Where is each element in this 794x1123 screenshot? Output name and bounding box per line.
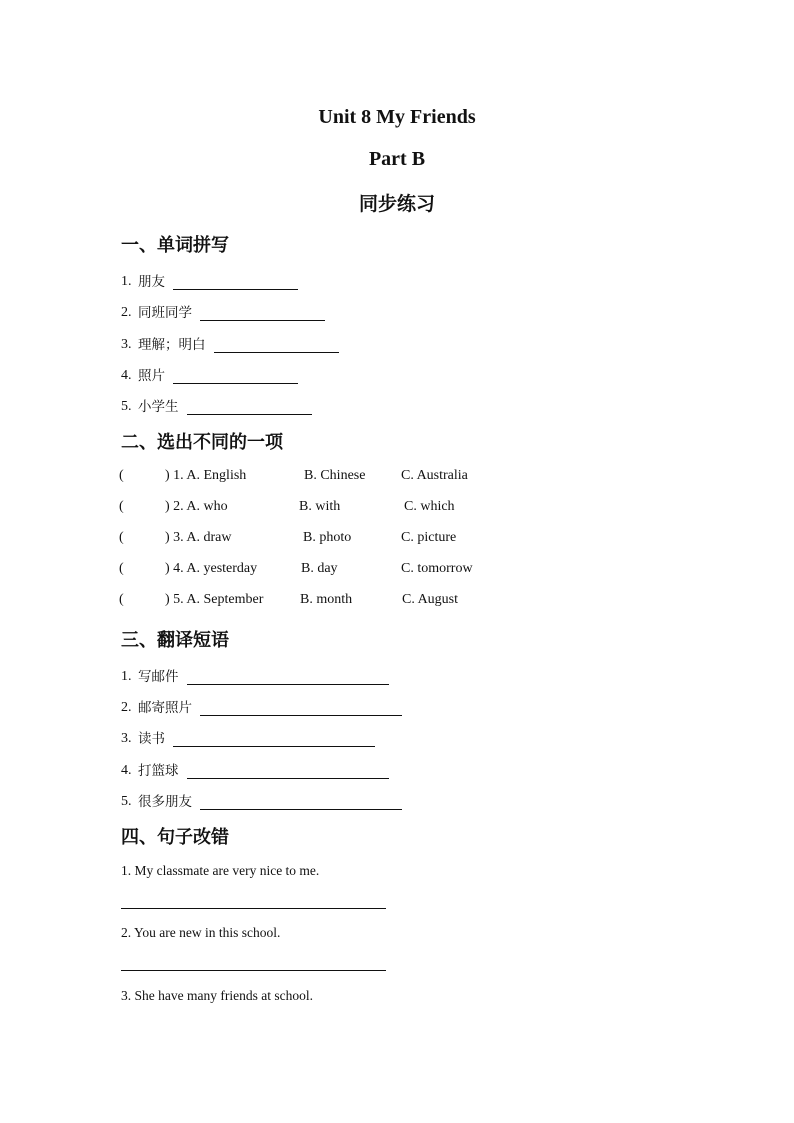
item-prompt: 照片 (138, 368, 165, 384)
option-a: ) 1. A. English (165, 468, 247, 483)
list-item (121, 790, 402, 810)
answer-paren-open[interactable]: ( (119, 592, 124, 607)
option-c: C. which (404, 499, 455, 514)
item-number: 5. (121, 399, 132, 414)
item-prompt: 朋友 (138, 274, 165, 290)
choice-row (119, 592, 539, 610)
answer-blank[interactable] (173, 732, 375, 747)
section3-heading: 三、翻译短语 (121, 630, 229, 651)
item-number: 1. (121, 669, 132, 684)
answer-blank[interactable] (187, 670, 389, 685)
option-b: B. Chinese (304, 468, 366, 483)
answer-blank[interactable] (200, 306, 325, 321)
list-item (121, 301, 325, 321)
answer-blank[interactable] (214, 338, 339, 353)
item-prompt: 打篮球 (138, 763, 179, 779)
section4-heading: 四、句子改错 (121, 827, 229, 848)
item-number: 4. (121, 368, 132, 383)
list-item (121, 759, 389, 779)
option-a: ) 4. A. yesterday (165, 561, 258, 576)
list-item (121, 727, 375, 747)
item-prompt: 写邮件 (138, 669, 179, 685)
sentence-item: 1. My classmate are very nice to me. (121, 863, 320, 878)
option-c: C. tomorrow (401, 561, 473, 576)
item-number: 2. (121, 700, 132, 715)
item-prompt: 小学生 (138, 399, 179, 415)
answer-paren-open[interactable]: ( (119, 530, 124, 545)
item-number: 1. (121, 274, 132, 289)
item-prompt: 很多朋友 (138, 794, 192, 810)
item-prompt: 读书 (138, 731, 165, 747)
answer-blank[interactable] (173, 369, 298, 384)
answer-paren-open[interactable]: ( (119, 561, 124, 576)
list-item (121, 364, 298, 384)
option-c: C. picture (401, 530, 457, 545)
answer-blank[interactable] (200, 701, 402, 716)
item-prompt: 理解；明白 (138, 337, 206, 353)
option-b: B. month (300, 592, 353, 607)
choice-row (119, 561, 539, 579)
item-number: 3. (121, 337, 132, 352)
sentence-item: 2. You are new in this school. (121, 925, 281, 940)
section2-heading: 二、选出不同的一项 (121, 432, 283, 453)
page-subtitle: 同步练习 (358, 193, 435, 215)
answer-line[interactable] (121, 908, 386, 909)
item-number: 4. (121, 763, 132, 778)
option-b: B. photo (303, 530, 352, 545)
item-number: 3. (121, 731, 132, 746)
option-b: B. with (299, 499, 341, 514)
answer-blank[interactable] (173, 275, 298, 290)
list-item (121, 395, 312, 415)
option-b: B. day (301, 561, 338, 576)
list-item (121, 696, 402, 716)
option-a: ) 2. A. who (165, 499, 228, 514)
item-prompt: 同班同学 (138, 305, 192, 321)
section1-heading: 一、单词拼写 (121, 235, 229, 256)
answer-blank[interactable] (187, 764, 389, 779)
choice-row (119, 499, 539, 517)
answer-blank[interactable] (200, 795, 402, 810)
option-a: ) 3. A. draw (165, 530, 232, 545)
choice-row (119, 468, 539, 486)
page-title: Unit 8 My Friends (318, 106, 476, 128)
sentence-item: 3. She have many friends at school. (121, 988, 313, 1003)
option-c: C. Australia (401, 468, 468, 483)
answer-paren-open[interactable]: ( (119, 468, 124, 483)
option-a: ) 5. A. September (165, 592, 264, 607)
item-number: 5. (121, 794, 132, 809)
option-c: C. August (402, 592, 459, 607)
answer-line[interactable] (121, 970, 386, 971)
list-item (121, 270, 298, 290)
item-prompt: 邮寄照片 (138, 700, 192, 716)
item-number: 2. (121, 305, 132, 320)
list-item (121, 333, 339, 353)
choice-row (119, 530, 539, 548)
page-part: Part B (368, 148, 426, 170)
list-item (121, 665, 389, 685)
answer-paren-open[interactable]: ( (119, 499, 124, 514)
answer-blank[interactable] (187, 400, 312, 415)
